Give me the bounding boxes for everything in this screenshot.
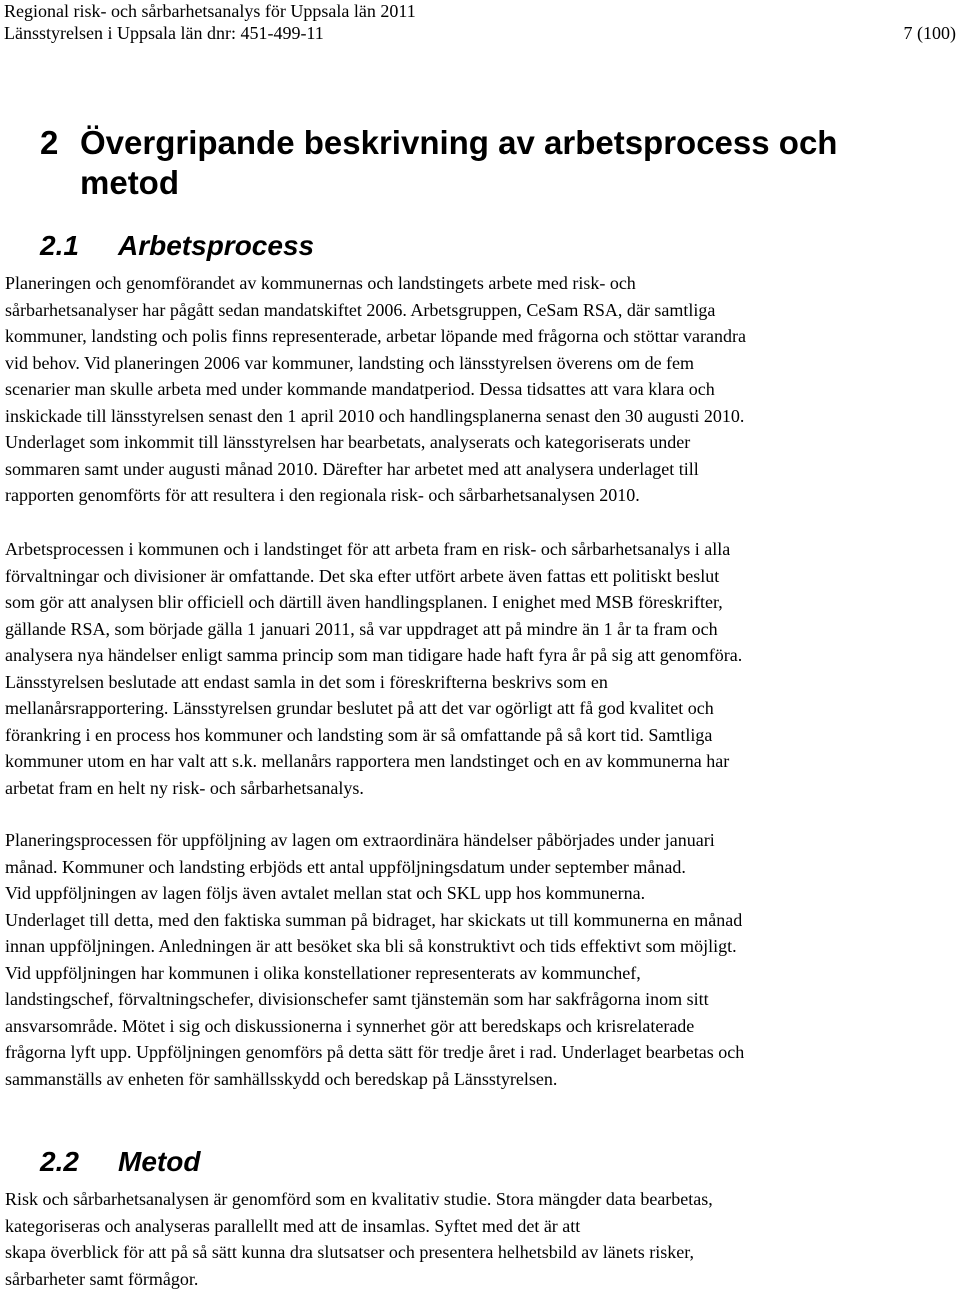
text-line: inskickade till länsstyrelsen senast den 1 april 2010 och handlingsplanerna senast den 30 augusti 2010. [5,403,957,430]
text-line: Länsstyrelsen beslutade att endast samla in det som i föreskrifterna beskrivs som en [5,669,957,696]
text-line: Arbetsprocessen i kommunen och i landstinget för att arbeta fram en risk- och sårbarhetsanalys i alla [5,536,957,563]
text-line: landstingschef, förvaltningschefer, divisionschefer samt tjänstemän som har sakfrågorna inom sitt [5,986,957,1013]
text-line: sårbarhetsanalyser har pågått sedan mandatskiftet 2006. Arbetsgruppen, CeSam RSA, där samtliga [5,297,957,324]
text-line: Planeringen och genomförandet av kommunernas och landstingets arbete med risk- och [5,270,957,297]
text-line: månad. Kommuner och landsting erbjöds ett antal uppföljningsdatum under september månad. [5,854,957,881]
text-line: sommaren samt under augusti månad 2010. Därefter har arbetet med att analysera underlaget till [5,456,957,483]
text-line: förvaltningar och divisioner är omfattande. Det ska efter utfört arbete även fattas ett politiskt beslut [5,563,957,590]
document-title: Regional risk- och sårbarhetsanalys för Uppsala län 2011 [4,0,416,22]
text-line: sammanställs av enheten för samhällsskydd och beredskap på Länsstyrelsen. [5,1066,957,1093]
text-line: Vid uppföljningen har kommunen i olika konstellationer representerats av kommunchef, [5,960,957,987]
text-line: innan uppföljningen. Anledningen är att besöket ska bli så konstruktivt och tids effektivt som möjligt. [5,933,957,960]
text-line: analysera nya händelser enligt samma princip som man tidigare hade haft fyra år på sig att genomföra. [5,642,957,669]
section-2-number: 2 [40,123,80,203]
document-reference: Länsstyrelsen i Uppsala län dnr: 451-499-11 [4,22,324,44]
paragraph-arbetsprocess-3 [5,827,957,1092]
section-2-title [80,123,837,203]
section-2-heading [40,123,940,203]
text-line: sårbarheter samt förmågor. [5,1266,957,1292]
text-line: Vid uppföljningen av lagen följs även avtalet mellan stat och SKL upp hos kommunerna. [5,880,957,907]
text-line: Risk och sårbarhetsanalysen är genomförd som en kvalitativ studie. Stora mängder data bearbetas, [5,1186,957,1213]
text-line: ansvarsområde. Mötet i sig och diskussionerna i synnerhet gör att beredskaps och krisrelaterade [5,1013,957,1040]
section-2-title-line-1: Övergripande beskrivning av arbetsprocess och [80,123,837,163]
section-2-1-heading [40,230,314,262]
text-line: Planeringsprocessen för uppföljning av lagen om extraordinära händelser påbörjades under januari [5,827,957,854]
text-line: som gör att analysen blir officiell och därtill även handlingsplanen. I enighet med MSB föreskrifter, [5,589,957,616]
paragraph-arbetsprocess-1 [5,270,957,509]
section-2-2-number: 2.2 [40,1146,118,1178]
text-line: frågorna lyft upp. Uppföljningen genomförs på detta sätt för tredje året i rad. Underlaget bearbetas och [5,1039,957,1066]
text-line: rapporten genomförts för att resultera i den regionala risk- och sårbarhetsanalysen 2010. [5,482,957,509]
text-line: Underlaget till detta, med den faktiska summan på bidraget, har skickats ut till kommunerna en månad [5,907,957,934]
paragraph-arbetsprocess-2 [5,536,957,801]
text-line: förankring i en process hos kommuner och landsting som är så omfattande på så kort tid. Samtliga [5,722,957,749]
page-header [4,0,956,44]
text-line: kommuner, landsting och polis finns representerade, arbetar löpande med frågorna och stöttar varandra [5,323,957,350]
text-line: vid behov. Vid planeringen 2006 var kommuner, landsting och länsstyrelsen överens om de fem [5,350,957,377]
section-2-1-number: 2.1 [40,230,118,262]
header-line-1 [4,0,956,22]
text-line: Underlaget som inkommit till länsstyrelsen har bearbetats, analyserats och kategoriserats under [5,429,957,456]
section-2-title-line-2: metod [80,163,837,203]
text-line: skapa överblick för att på så sätt kunna dra slutsatser och presentera helhetsbild av länets risker, [5,1239,957,1266]
text-line: gällande RSA, som började gälla 1 januari 2011, så var uppdraget att på mindre än 1 år ta fram och [5,616,957,643]
page-number: 7 (100) [904,22,957,44]
text-line: kategoriseras och analyseras parallellt med att de insamlas. Syftet med det är att [5,1213,957,1240]
text-line: kommuner utom en har valt att s.k. mellanårs rapportera men landstinget och en av kommunerna har [5,748,957,775]
section-2-2-heading [40,1146,200,1178]
header-line-2 [4,22,956,44]
paragraph-metod-1 [5,1186,957,1292]
section-2-2-title: Metod [118,1146,200,1177]
text-line: arbetat fram en helt ny risk- och sårbarhetsanalys. [5,775,957,802]
text-line: mellanårsrapportering. Länsstyrelsen grundar beslutet på att det var ogörligt att få god kvalitet och [5,695,957,722]
text-line: scenarier man skulle arbeta med under kommande mandatperiod. Dessa tidsattes att vara klara och [5,376,957,403]
section-2-1-title: Arbetsprocess [118,230,314,261]
